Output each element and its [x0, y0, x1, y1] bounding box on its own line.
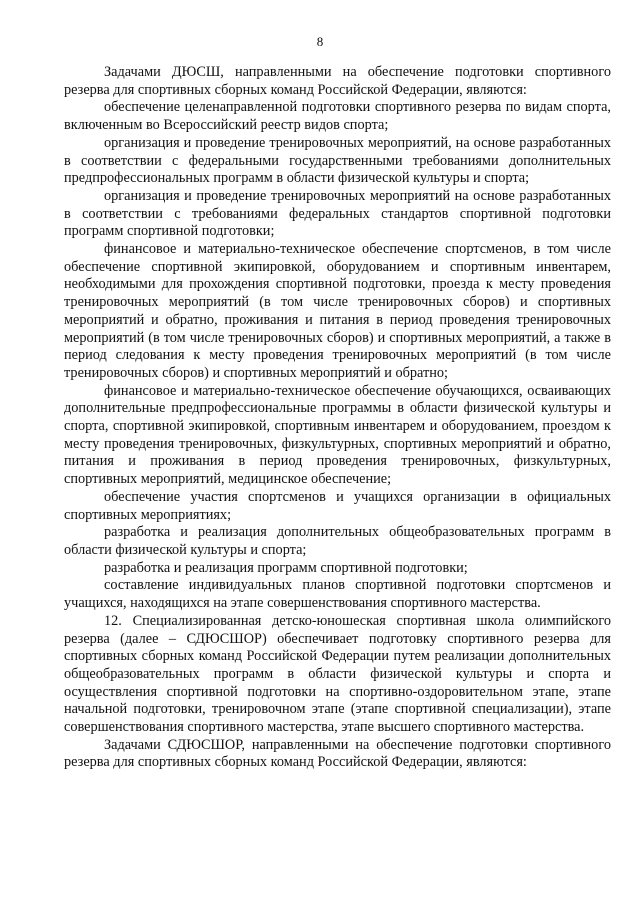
- page-number: 8: [316, 34, 324, 49]
- paragraph-task-targeted-training: обеспечение целенаправленной подготовки спортивного резерва по видам спорта, включенным во Всероссийский реестр видов спорта;: [64, 99, 611, 134]
- paragraph-task-athletes-support: финансовое и материально-техническое обеспечение спортсменов, в том числе обеспечение спортивной экипировкой, оборудованием и спортивным инвентарем, необходимыми для прохождения спортивной подготовки, проезда к месту проведения тренировочных мероприятий (в том числе тренировочных сборов) и спортивных мероприятий и обратно, проживания и питания в период проведения тренировочных мероприятий (в том числе тренировочных сборов) и спортивных мероприятий, а также в период следования к месту проведения тренировочных мероприятий (в том числе тренировочных сборов) и спортивных мероприятий и обратно;: [64, 241, 611, 381]
- paragraph-task-general-programs: разработка и реализация дополнительных общеобразовательных программ в области физической культуры и спорта;: [64, 524, 611, 558]
- paragraph-task-official-events: обеспечение участия спортсменов и учащихся организации в официальных спортивных мероприятиях;: [64, 488, 611, 523]
- paragraph-task-fss-training-events: организация и проведение тренировочных мероприятий на основе разработанных в соответствии с требованиями федеральных стандартов спортивной подготовки программ спортивной подготовки;: [64, 187, 611, 240]
- paragraph-task-sport-programs: разработка и реализация программ спортивной подготовки;: [104, 559, 468, 576]
- paragraph-task-fgt-training-events: организация и проведение тренировочных мероприятий, на основе разработанных в соответствии с федеральными государственными требованиями дополнительных предпрофессиональных программ в области физической культуры и спорта;: [64, 134, 611, 187]
- paragraph-task-students-support: финансовое и материально-техническое обеспечение обучающихся, осваивающих дополнительные предпрофессиональные программы в области физической культуры и спорта, спортивной экипировкой, спортивным инвентарем и оборудованием, проездом к месту проведения тренировочных, физкультурных, спортивных мероприятий и обратно, питания и проживания в период проведения тренировочных, физкультурных, спортивных мероприятий, медицинское обеспечение;: [64, 382, 611, 488]
- paragraph-task-individual-plans: составление индивидуальных планов спортивной подготовки спортсменов и учащихся, находящихся на этапе совершенствования спортивного мастерства.: [64, 577, 611, 612]
- document-body: [64, 64, 611, 772]
- paragraph-intro-sdyusshor-tasks: Задачами СДЮСШОР, направленными на обеспечение подготовки спортивного резерва для спортивных сборных команд Российской Федерации, являются:: [64, 736, 611, 771]
- paragraph-intro-dyussh-tasks: Задачами ДЮСШ, направленными на обеспечение подготовки спортивного резерва для спортивных сборных команд Российской Федерации, являются:: [64, 64, 611, 98]
- paragraph-section-12-sdyusshor: 12. Специализированная детско-юношеская спортивная школа олимпийского резерва (далее – СДЮСШОР) обеспечивает подготовку спортивного резерва для спортивных сборных команд Российской Федерации путем реализации дополнительных общеобразовательных программ в области физической культуры и спорта и осуществления спортивной подготовки на спортивно-оздоровительном этапе, этапе начальной подготовки, тренировочном этапе (этапе спортивной специализации), этапе совершенствования спортивного мастерства, этапе высшего спортивного мастерства.: [64, 612, 611, 736]
